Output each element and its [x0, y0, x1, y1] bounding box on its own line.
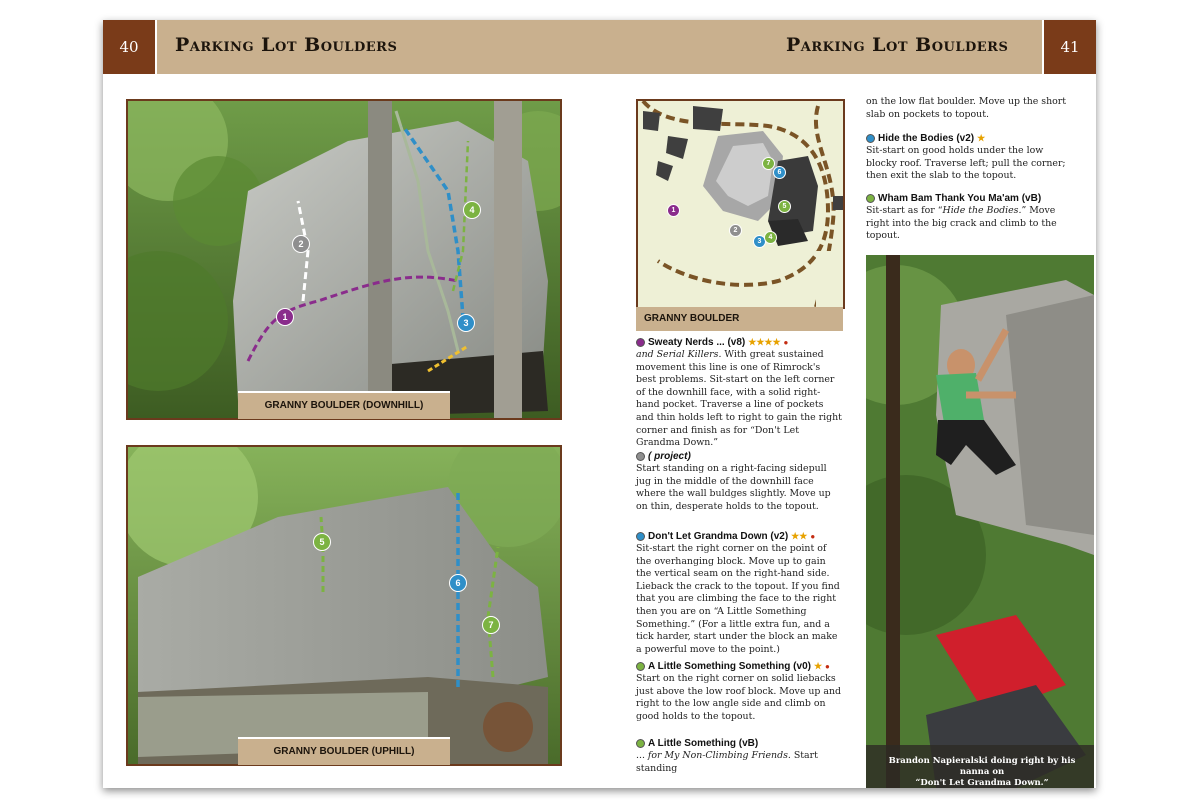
- photo-caption-line: Brandon Napieralski doing right by his nanna on: [888, 756, 1076, 777]
- circle-dot-icon: [636, 532, 645, 541]
- bomb-icon: ●: [783, 338, 789, 347]
- circle-dot-icon: [636, 452, 645, 461]
- route-entry-2: [636, 451, 843, 513]
- route-description: Sit-start as for “: [866, 204, 943, 216]
- route-entry-7: [866, 193, 1073, 243]
- circle-dot-icon: [636, 739, 645, 748]
- route-entry-6: [866, 133, 1073, 183]
- right-text-column: [866, 96, 1073, 243]
- map-marker-4: 4: [764, 231, 777, 244]
- star-icon: ★: [813, 661, 823, 671]
- route-marker-7: 7: [482, 616, 500, 634]
- route-name: Don't Let Grandma Down (v2): [648, 531, 789, 542]
- route-name: Wham Bam Thank You Ma'am (vB): [878, 192, 1042, 204]
- circle-dot-icon: [636, 338, 645, 347]
- continued-description: on the low flat boulder. Move up the short slab on pockets to topout.: [866, 96, 1067, 120]
- route-marker-4: 4: [463, 201, 481, 219]
- bomb-icon: ●: [810, 532, 816, 541]
- star-icon: ★★: [791, 531, 808, 541]
- route-description: Sit-start the right corner on the point of the overhanging block. Move up to gain the vertical seam on the right-hand side. Lieback the crack to the topout. If you find that you are climbing the face to the right then you are on “A Little Something Something.” (For a little extra fun, and a tick harder, start under the block an make a powerful move to the point.): [636, 543, 840, 655]
- route-name: Hide the Bodies (v2): [878, 133, 975, 145]
- guidebook-spread: [103, 20, 1096, 788]
- uphill-photo: [126, 445, 562, 766]
- route-entry-1: [636, 337, 843, 450]
- bomb-icon: ●: [825, 662, 830, 671]
- route-entry-3: [636, 531, 843, 656]
- circle-dot-icon: [866, 134, 875, 143]
- map-caption: GRANNY BOULDER: [636, 307, 843, 331]
- downhill-photo-caption: GRANNY BOULDER (DOWNHILL): [238, 391, 450, 419]
- star-icon: ★★★★: [748, 337, 781, 347]
- route-marker-3: 3: [457, 314, 475, 332]
- map-marker-3: 3: [753, 235, 766, 248]
- uphill-photo-caption: GRANNY BOULDER (UPHILL): [238, 737, 450, 765]
- route-description-lead: and Serial Killers.: [636, 349, 722, 360]
- route-entry-4: [636, 661, 843, 723]
- route-description-italic: Hide the Bodies.: [942, 204, 1022, 216]
- route-name: A Little Something (vB): [648, 738, 759, 749]
- map-marker-2: 2: [729, 224, 742, 237]
- route-name: A Little Something Something (v0): [648, 661, 811, 672]
- map-marker-1: 1: [667, 204, 680, 217]
- route-marker-2: 2: [292, 235, 310, 253]
- photo-caption: [873, 756, 1091, 789]
- route-description: With great sustained movement this line is one of Rimrock's best problems. Sit-start on the left corner of the downhill face, with a solid right-hand pocket. Traverse a line of pockets and thin holds left to right to gain the right corner and finish as for “Don't Let Grandma Down.”: [636, 349, 842, 449]
- photo-caption-line: “Don't Let Grandma Down.”: [915, 778, 1049, 788]
- route-description: Sit-start on good holds under the low blocky roof. Traverse left; pull the corner; then exit the slab to the topout.: [866, 145, 1066, 182]
- map-marker-5: 5: [778, 200, 791, 213]
- circle-dot-icon: [636, 662, 645, 671]
- map-marker-6: 6: [773, 166, 786, 179]
- star-icon: ★: [977, 133, 986, 144]
- route-name: ( project): [648, 451, 691, 462]
- header-divider: [155, 20, 157, 74]
- route-marker-1: 1: [276, 308, 294, 326]
- left-page-number: 40: [103, 20, 155, 74]
- route-marker-6: 6: [449, 574, 467, 592]
- route-description: Start on the right corner on solid liebacks just above the low roof block. Move up and right to the low angle side and climb on good holds to the topout.: [636, 673, 842, 722]
- right-page-number: 41: [1044, 20, 1096, 74]
- route-entry-5: [636, 738, 843, 775]
- map-marker-7: 7: [762, 157, 775, 170]
- route-description: Start standing: [636, 750, 818, 774]
- boulder-map: [636, 99, 845, 309]
- circle-dot-icon: [866, 194, 875, 203]
- route-name: Sweaty Nerds ... (v8): [648, 337, 746, 348]
- route-marker-5: 5: [313, 533, 331, 551]
- route-description: ” Move right into the big crack and climb to the topout.: [866, 204, 1057, 242]
- route-description-lead: ... for My Non-Climbing Friends.: [636, 750, 791, 761]
- downhill-photo: [126, 99, 562, 420]
- right-running-title: Parking Lot Boulders: [786, 34, 1009, 56]
- route-description: Start standing on a right-facing sidepull jug in the middle of the downhill face where the wall buldges slightly. Move up on thin, desperate holds to the topout.: [636, 463, 831, 512]
- climber-photo: [866, 255, 1094, 788]
- left-running-title: Parking Lot Boulders: [175, 34, 398, 56]
